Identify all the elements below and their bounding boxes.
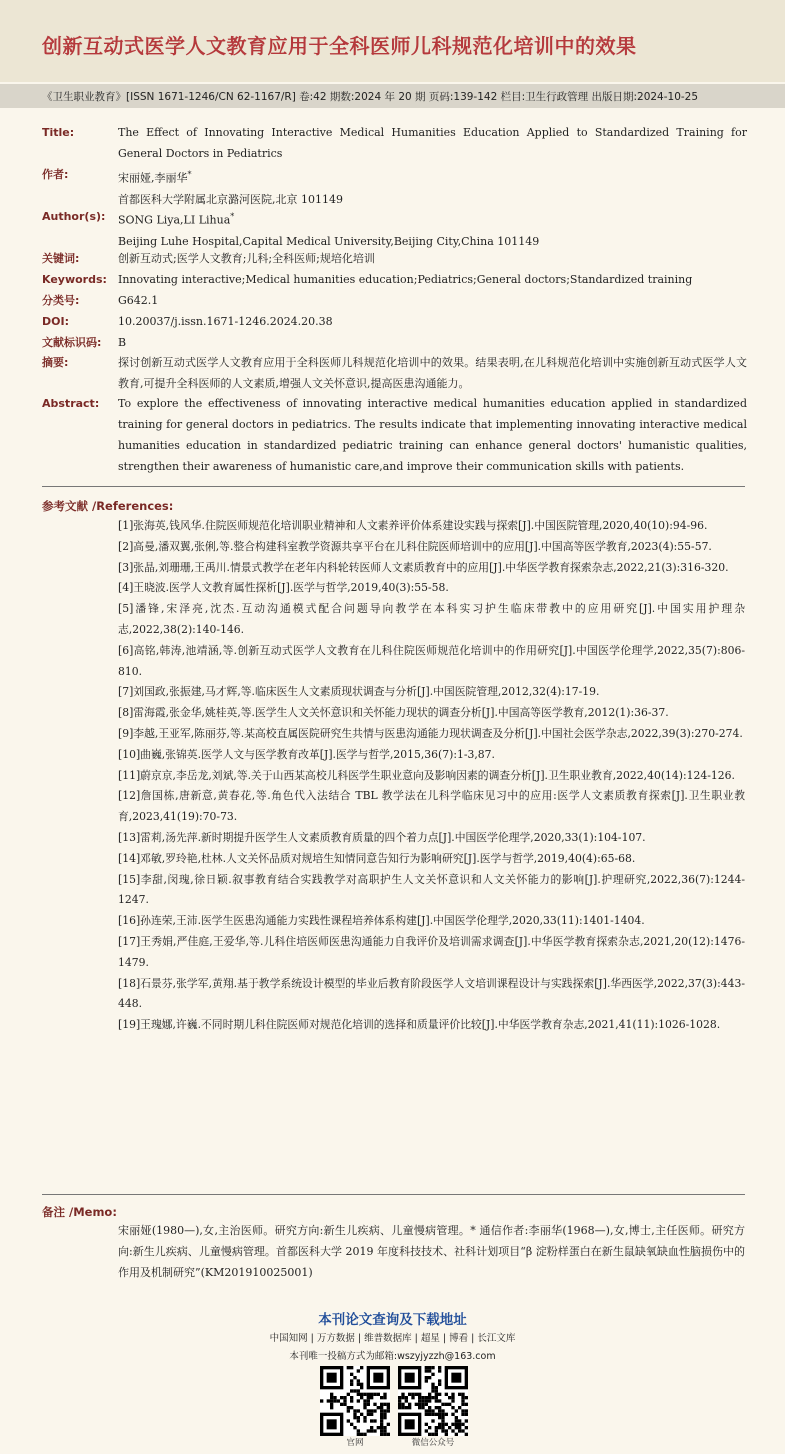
reference-item: [19]王瑰娜,许巍.不同时期儿科住院医师对规范化培训的选择和质量评价比较[J].中华医学教育杂志,2021,41(11):1026-1028. bbox=[118, 1018, 721, 1032]
memo-heading: 备注 /Memo: bbox=[42, 1205, 117, 1219]
reference-item: [13]雷莉,汤先萍.新时期提升医学生人文素质教育质量的四个着力点[J].中国医学伦理学,2020,33(1):104-107. bbox=[118, 830, 646, 844]
meta-abstract-en-label: Abstract: bbox=[42, 397, 100, 410]
footer-title: 本刊论文查询及下载地址 bbox=[318, 1312, 467, 1328]
reference-item: [10]曲巍,张锦英.医学人文与医学教育改革[J].医学与哲学,2015,36(7):1-3,87. bbox=[118, 747, 495, 761]
reference-item: [8]雷海霞,张金华,姚桂英,等.医学生人文关怀意识和关怀能力现状的调查分析[J].中国高等医学教育,2012(1):36-37. bbox=[118, 706, 669, 720]
divider-memo bbox=[42, 1194, 745, 1195]
meta-class-row bbox=[42, 290, 747, 311]
reference-item: [17]王秀娟,严佳庭,王爱华,等.儿科住培医师医患沟通能力自我评价及培训需求调查[J].中华医学教育探索杂志,2021,20(12):1476-1479. bbox=[118, 934, 746, 969]
article-title: 创新互动式医学人文教育应用于全科医师儿科规范化培训中的效果 bbox=[42, 34, 637, 58]
meta-abstract-cn-value: 探讨创新互动式医学人文教育应用于全科医师儿科规范化培训中的效果。结果表明,在儿科规范化培训中实施创新互动式医学人文教育,可提升全科医师的人文素质,增强人文关怀意识,提高医患沟通能力。 bbox=[118, 356, 747, 390]
reference-item: [9]李越,王亚军,陈丽芬,等.某高校直属医院研究生共情与医患沟通能力现状调查及分析[J].中国社会医学杂志,2022,39(3):270-274. bbox=[118, 726, 743, 740]
meta-abstract-cn-label: 摘要: bbox=[42, 356, 69, 369]
meta-doi-value[interactable]: 10.20037/j.issn.1671-1246.2024.20.38 bbox=[118, 315, 333, 328]
reference-item: [1]张海英,钱风华.住院医师规范化培训职业精神和人文素养评价体系建设实践与探索[J].中国医院管理,2020,40(10):94-96. bbox=[118, 519, 708, 532]
meta-doccode-row bbox=[42, 332, 747, 353]
authors-en-names: SONG Liya,LI Lihua bbox=[118, 213, 231, 227]
reference-item: [16]孙连荣,王沛.医学生医患沟通能力实践性课程培养体系构建[J].中国医学伦理学,2020,33(11):1401-1404. bbox=[118, 914, 645, 928]
meta-doi-row bbox=[42, 311, 747, 332]
meta-keywords-cn-row bbox=[42, 248, 747, 269]
reference-item: [2]高曼,潘双翼,张俐,等.整合构建科室教学资源共享平台在儿科住院医师培训中的应用[J].中国高等医学教育,2023(4):55-57. bbox=[118, 539, 712, 553]
meta-authors-en-affil: Beijing Luhe Hospital,Capital Medical University,Beijing City,China 101149 bbox=[118, 234, 540, 248]
reference-item: [18]石景芬,张学军,黄翔.基于教学系统设计模型的毕业后教育阶段医学人文培训课程设计与实践探索[J].华西医学,2022,37(3):443-448. bbox=[118, 976, 745, 1011]
meta-authors-en-row bbox=[42, 206, 747, 252]
meta-keywords-en-value: Innovating interactive;Medical humanities education;Pediatrics;General doctors;Standardized training bbox=[118, 273, 693, 286]
meta-keywords-cn-value: 创新互动式;医学人文教育;儿科;全科医师;规培化培训 bbox=[118, 252, 375, 265]
meta-title-row bbox=[42, 122, 747, 164]
meta-author-row bbox=[42, 164, 747, 210]
meta-abstract-en-value: To explore the effectiveness of innovating interactive medical humanities education applied in standardized training for general doctors in pediatrics. The results indicate that implementing innovating interactive medical humanities education in standardized pediatric training can enhance general doctors' humanistic qualities, strengthen their awareness of humanistic care,and improve their communication skills with patients. bbox=[118, 397, 747, 473]
references-list bbox=[118, 516, 745, 1036]
footer-databases[interactable]: 中国知网 | 万方数据 | 维普数据库 | 超星 | 博看 | 长江文库 bbox=[269, 1333, 516, 1344]
meta-doccode-value: B bbox=[118, 336, 127, 349]
meta-authors-en-value bbox=[118, 206, 747, 231]
reference-item: [7]刘国政,张振建,马才辉,等.临床医生人文素质现状调查与分析[J].中国医院管理,2012,32(4):17-19. bbox=[118, 685, 600, 699]
qr-code-wechat-icon[interactable] bbox=[398, 1366, 468, 1436]
reference-item: [3]张晶,刘珊珊,王禹川.情景式教学在老年内科轮转医师人文素质教育中的应用[J].中华医学教育探索杂志,2022,21(3):316-320. bbox=[118, 560, 729, 574]
reference-item: [15]李甜,闵瑰,徐日颖.叙事教育结合实践教学对高职护生人文关怀意识和人文关怀能力的影响[J].护理研究,2022,36(7):1244-1247. bbox=[118, 872, 745, 907]
references-heading: 参考文献 /References: bbox=[42, 499, 174, 513]
qr-code-website-icon[interactable] bbox=[320, 1366, 390, 1436]
reference-item: [11]蔚京京,李岳龙,刘斌,等.关于山西某高校儿科医学生职业意向及影响因素的调查分析[J].卫生职业教育,2022,40(14):124-126. bbox=[118, 768, 735, 782]
meta-authors-en-label: Author(s): bbox=[42, 210, 106, 223]
reference-item: [14]邓敏,罗玲艳,杜林.人文关怀品质对规培生知情同意告知行为影响研究[J].医学与哲学,2019,40(4):65-68. bbox=[118, 851, 636, 865]
qr-caption-wechat: 微信公众号 bbox=[411, 1438, 455, 1448]
divider-references bbox=[42, 486, 745, 487]
reference-item: [4]王晓波.医学人文教育属性探析[J].医学与哲学,2019,40(3):55-58. bbox=[118, 581, 449, 595]
reference-item: [5]潘锋,宋泽亮,沈杰.互动沟通模式配合问题导向教学在本科实习护生临床带教中的应用研究[J].中国实用护理杂志,2022,38(2):140-146. bbox=[118, 602, 745, 636]
meta-abstract-cn-row bbox=[42, 352, 747, 394]
memo-text: 宋丽娅(1980—),女,主治医师。研究方向:新生儿疾病、儿童慢病管理。* 通信作者:李丽华(1968—),女,博士,主任医师。研究方向:新生儿疾病、儿童慢病管理。首都医科大学 2019 年度科技技术、社科计划项目“β 淀粉样蛋白在新生鼠缺氧缺血性脑损伤中的作用及机制研究”(KM201910025001) bbox=[118, 1224, 745, 1279]
meta-author-affil: 首都医科大学附属北京潞河医院,北京 101149 bbox=[118, 192, 343, 206]
meta-doccode-label: 文献标识码: bbox=[42, 336, 102, 349]
journal-info-line: 《卫生职业教育》[ISSN 1671-1246/CN 62-1167/R] 卷:42 期数:2024 年 20 期 页码:139-142 栏目:卫生行政管理 出版日期:2024-10-25 bbox=[42, 91, 699, 103]
footer-email-line[interactable]: 本刊唯一投稿方式为邮箱:wszyjyzzh@163.com bbox=[289, 1351, 496, 1362]
authors-en-mark: * bbox=[230, 212, 235, 221]
meta-keywords-cn-label: 关键词: bbox=[42, 252, 80, 265]
meta-abstract-en-row bbox=[42, 393, 747, 477]
meta-doi-label: DOI: bbox=[42, 315, 69, 328]
meta-keywords-en-label: Keywords: bbox=[42, 273, 107, 286]
author-mark: * bbox=[187, 170, 192, 179]
author-names: 宋丽娅,李丽华 bbox=[118, 171, 188, 185]
meta-class-value: G642.1 bbox=[118, 294, 159, 307]
reference-item: [6]高铭,韩涛,池靖涵,等.创新互动式医学人文教育在儿科住院医师规范化培训中的作用研究[J].中国医学伦理学,2022,35(7):806-810. bbox=[118, 643, 745, 678]
meta-title-label: Title: bbox=[42, 126, 75, 139]
meta-keywords-en-row bbox=[42, 269, 747, 290]
meta-author-label: 作者: bbox=[42, 168, 69, 181]
meta-author-value bbox=[118, 164, 747, 189]
qr-caption-website: 官网 bbox=[346, 1438, 364, 1448]
reference-item: [12]詹国栋,唐新意,黄春花,等.角色代入法结合 TBL 教学法在儿科学临床见习中的应用:医学人文素质教育探索[J].卫生职业教育,2023,41(19):70-73. bbox=[118, 789, 745, 824]
meta-class-label: 分类号: bbox=[42, 294, 80, 307]
meta-title-value: The Effect of Innovating Interactive Medical Humanities Education Applied to Standardized Training for General Doctors in Pediatrics bbox=[118, 126, 747, 160]
